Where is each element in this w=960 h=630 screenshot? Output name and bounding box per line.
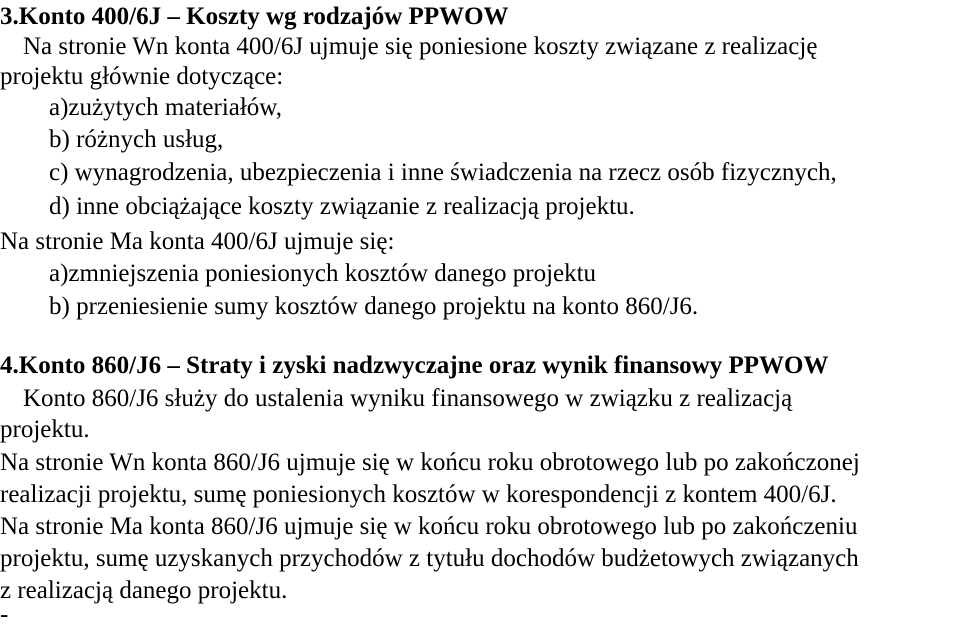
section-4-line-7: z realizacją danego projektu. xyxy=(0,577,288,604)
section-3-item-b: b) różnych usług, xyxy=(49,126,224,153)
section-3-intro-line-1: Na stronie Wn konta 400/6J ujmuje się poniesione koszty związane z realizację xyxy=(23,33,818,60)
section-4-line-5: Na stronie Ma konta 860/J6 ujmuje się w końcu roku obrotowego lub po zakończeniu xyxy=(0,513,858,540)
section-3-item-c: c) wynagrodzenia, ubezpieczenia i inne świadczenia na rzecz osób fizycznych, xyxy=(49,159,837,186)
section-4-line-6: projektu, sumę uzyskanych przychodów z tytułu dochodów budżetowych związanych xyxy=(0,545,859,572)
section-3-item-a: a)zużytych materiałów, xyxy=(49,94,282,121)
section-3-ma-item-a: a)zmniejszenia poniesionych kosztów danego projektu xyxy=(49,260,597,287)
section-3-item-d: d) inne obciążające koszty związanie z realizacją projektu. xyxy=(49,193,635,220)
section-4-heading: 4.Konto 860/J6 – Straty i zyski nadzwyczajne oraz wynik finansowy PPWOW xyxy=(0,352,829,379)
section-4-line-2: projektu. xyxy=(0,416,90,443)
section-4-line-1: Konto 860/J6 służy do ustalenia wyniku finansowego w związku z realizacją xyxy=(23,385,793,412)
section-4-line-3: Na stronie Wn konta 860/J6 ujmuje się w końcu roku obrotowego lub po zakończonej xyxy=(0,449,860,476)
section-4-line-4: realizacji projektu, sumę poniesionych kosztów w korespondencji z kontem 400/6J. xyxy=(0,481,837,508)
section-3-intro-line-2: projektu głównie dotyczące: xyxy=(0,63,284,90)
section-3-heading: 3.Konto 400/6J – Koszty wg rodzajów PPWOW xyxy=(0,3,509,30)
section-3-ma-intro: Na stronie Ma konta 400/6J ujmuje się: xyxy=(0,228,395,255)
section-3-ma-item-b: b) przeniesienie sumy kosztów danego projektu na konto 860/J6. xyxy=(49,293,699,320)
trailing-dash: - xyxy=(0,601,9,628)
